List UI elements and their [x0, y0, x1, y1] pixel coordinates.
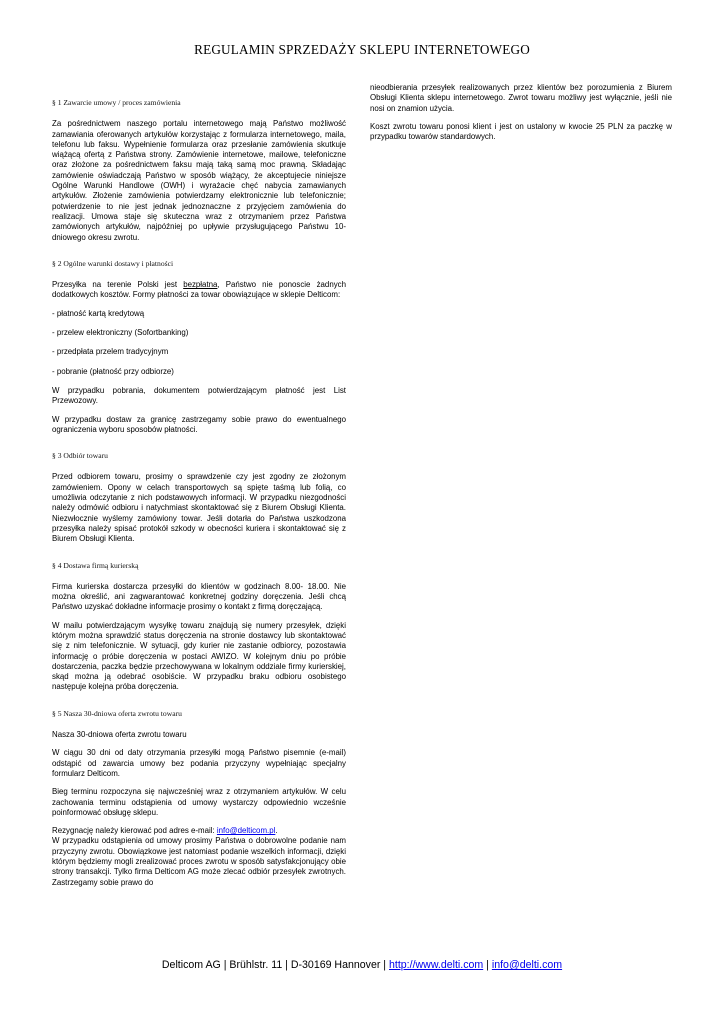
section-5-paragraph-4: [52, 826, 346, 836]
left-column: [52, 83, 346, 896]
section-2-paragraph-2: W przypadku pobrania, dokumentem potwierdzającym płatność jest List Przewozowy.: [52, 385, 346, 406]
section-3-paragraph: Przed odbiorem towaru, prosimy o sprawdzenie czy jest zgodny ze złożonym zamówieniem. Opony w celach transportowych są spięte taśmą lub folią, co umożliwia odczytanie z nich podstawowych informacji. W przypadku niezgodności należy odmówić odbioru i natychmiast skontaktować się z Biurem Obsługi Klienta. Niezwłocznie wyślemy zamówiony towar. Jeśli dotarła do Państwa uszkodzona przesyłka należy spisać protokół szkody w obecności kuriera i skontaktować się z Biurem Obsługi Klienta.: [52, 472, 346, 544]
footer-website-link[interactable]: http://www.delti.com: [389, 959, 484, 971]
payment-option-transfer: - przelew elektroniczny (Sofortbanking): [52, 328, 189, 338]
section-2-paragraph-3: W przypadku dostaw za granicę zastrzegamy sobie prawo do ewentualnego ograniczenia wyboru sposobów płatności.: [52, 414, 346, 434]
section-4-paragraph-1: Firma kurierska dostarcza przesyłki do klientów w godzinach 8.00- 18.00. Nie można określić, ani zagwarantować konkretnej godziny doręczenia. Jeśli chcą Państwo uzyskać dokładne informacje prosimy o kontakt z firmą doręczającą.: [52, 581, 346, 612]
section-2-text-after: , Państwo nie ponoscie żadnych dodatkowych kosztów. Formy płatności za towar obowiązujące w sklepie Delticom:: [52, 280, 346, 300]
section-5-paragraph-2: W ciągu 30 dni od daty otrzymania przesyłki mogą Państwo pisemnie (e-mail) odstąpić od zawarcia umowy bez podania przyczyny wypełniając specjalny formularz Delticom.: [52, 748, 346, 778]
resignation-dot: .: [275, 826, 278, 836]
document-title: REGULAMIN SPRZEDAŻY SKLEPU INTERNETOWEGO: [194, 42, 530, 57]
payment-option-card: - płatność kartą kredytową: [52, 308, 145, 318]
section-2-text-before: Przesyłka na terenie Polski jest: [52, 280, 184, 290]
section-5-paragraph-5: W przypadku odstąpienia od umowy prosimy Państwa o dobrowolne podanie nam przyczyny zwrotu. Obowiązkowe jest natomiast podanie wszelkich informacji, dzięki którym będziemy mogli zrealizować proces zwrotu w sposób satysfakcjonujący obie strony transakcji. Tylko firma Delticom AG może zlecać odbiór przesyłek zwrotnych. Zastrzegamy sobie prawo do: [52, 836, 346, 887]
section-2-heading: § 2 Ogólne warunki dostawy i płatności: [52, 258, 174, 268]
section-5-paragraph-5-continued: nieodbierania przesyłek realizowanych przez klientów bez porozumienia z Biurem Obsługi Klienta sklepu internetowego. Zwrot towaru możliwy jest wyłącznie, jeśli nie nosi on znamion użycia.: [370, 83, 672, 113]
section-5-paragraph-6: Koszt zwrotu towaru ponosi klient i jest on ustalony w kwocie 25 PLN za paczkę w przypadku towarów standardowych.: [370, 121, 672, 142]
footer-email-link[interactable]: info@delti.com: [491, 959, 563, 971]
section-4-paragraph-2: W mailu potwierdzającym wysyłkę towaru znajdują się numery przesyłek, dzięki którym można sprawdzić status doręczenia na stronie dostawcy lub skontaktować się z nim telefonicznie. W sytuacji, gdy kurier nie zastanie odbiorcy, pozostawia informację o próbie doręczenia w postaci AWIZO. W kolejnym dniu po próbie dostarczenia, paczka będzie przechowywana w lokalnym oddziale firmy kurierskiej, skąd można ją odebrać osobiście. W przypadku braku odbioru osobistego następuje kolejna próba doręczenia.: [52, 620, 346, 692]
section-1-paragraph: Za pośrednictwem naszego portalu internetowego mają Państwo możliwość zamawiania oferowanych artykułów korzystając z formularza internetowego, maila, telefonu lub faksu. Wypełnienie formularza oraz przesłanie zamówienia skutkuje wiążącą ofertą z Państwa strony. Zamówienie internetowe, mailowe, telefoniczne oraz złożone za pośrednictwem faksu mają taką samą moc prawną. Składając zamówienie oświadczają Państwo w sposób wiążący, że akceptujecie niniejsze Ogólne Warunki Handlowe (OWH) i wyrażacie chęć nabycia zamawianych artykułów. Złożenie zamówienia potwierdzamy elektronicznie lub telefonicznie; potwierdzenie to nie jest jednak jednoznaczne z przyjęciem zamówienia do realizacji. Umowa staje się skuteczna wraz z otrzymaniem przez Państwa zamówionych artykułów, najpóźniej po upływie przysługującego Państwu 10-dniowego okresu zwrotu.: [52, 119, 346, 242]
section-5-heading: § 5 Nasza 30-dniowa oferta zwrotu towaru: [52, 708, 182, 718]
resignation-text: Rezygnację należy kierować pod adres e-mail:: [52, 826, 217, 836]
section-5-paragraph-1: Nasza 30-dniowa oferta zwrotu towaru: [52, 730, 187, 740]
footer-separator: |: [483, 959, 492, 971]
payment-option-cod: - pobranie (płatność przy odbiorze): [52, 366, 174, 376]
section-1-heading: § 1 Zawarcie umowy / proces zamówienia: [52, 98, 181, 107]
section-4-heading: § 4 Dostawa firmą kurierską: [52, 560, 139, 570]
resignation-email-link[interactable]: info@delticom.pl: [216, 826, 276, 836]
section-3-heading: § 3 Odbiór towaru: [52, 451, 108, 461]
page-footer: [0, 959, 724, 971]
payment-option-prepayment: - przedpłata przelem tradycyjnym: [52, 347, 169, 357]
footer-company-address: Delticom AG | Brühlstr. 11 | D-30169 Hannover |: [161, 959, 390, 971]
section-2-paragraph-1: [52, 280, 346, 301]
section-5-paragraph-3: Bieg terminu rozpoczyna się najwcześniej wraz z otrzymaniem artykułów. W celu zachowania terminu odstąpienia od umowy wystarczy odpowiednio wcześnie poinformować obsługę sklepu.: [52, 787, 346, 817]
free-delivery-underlined: bezpłatna: [183, 280, 218, 290]
right-column: [370, 83, 672, 150]
